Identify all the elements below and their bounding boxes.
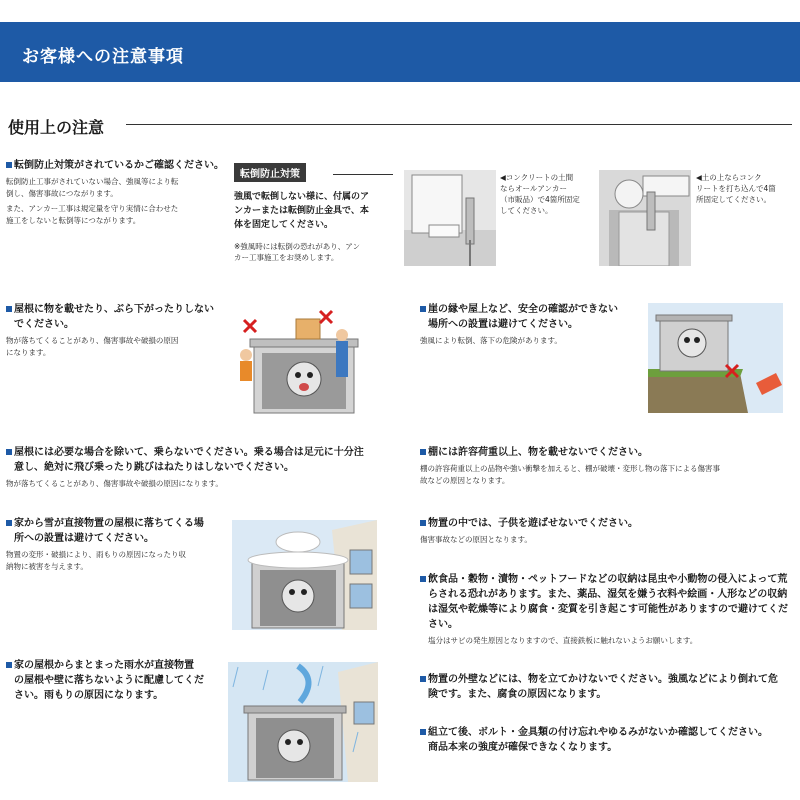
notice-rainwater bbox=[6, 658, 226, 703]
notice-bolt-check bbox=[420, 725, 795, 755]
notice-heading: 物置の外壁などには、物を立てかけないでください。強風などにより倒れて危 険です。また、腐食の原因になります。 bbox=[420, 672, 795, 702]
notice-heading: 棚には許容荷重以上、物を載せないでください。 bbox=[420, 445, 795, 460]
rainwater-illustration bbox=[228, 662, 378, 782]
bullet-square-icon bbox=[420, 676, 426, 682]
concrete-caption: ◀コンクリートの土間 ならオールアンカー （市販品）で4箇所固定 してください。 bbox=[500, 173, 580, 215]
notice-heading: 組立て後、ボルト・金具類の付け忘れやゆるみがないか確認してください。 商品本来の強度が確保できなくなります。 bbox=[420, 725, 795, 755]
bullet-square-icon bbox=[420, 520, 426, 526]
notice-heading: 家から雪が直接物置の屋根に落ちてくる場 所への設置は避けてください。 bbox=[6, 516, 226, 546]
anti-tip-rule bbox=[333, 174, 393, 175]
notice-body: 物が落ちてくることがあり、傷害事故や破損の原因になります。 bbox=[6, 479, 223, 488]
notice-body: 物置の変形・破損により、雨もりの原因になったり収 納物に被害を与えます。 bbox=[6, 550, 186, 571]
anti-tip-main-text: 強風で転倒しない様に、付属のア ンカーまたは転倒防止金具で、本 体を固定してください。 bbox=[234, 192, 370, 230]
notice-heading: 物置の中では、子供を遊ばせないでください。 bbox=[420, 516, 795, 531]
notice-leaning-objects bbox=[420, 672, 795, 702]
bullet-square-icon bbox=[6, 520, 12, 526]
notice-storage-items bbox=[420, 572, 795, 647]
anti-tip-note: ※強風時には転倒の恐れがあり、アン カー工事施工をお奨めします。 bbox=[234, 242, 360, 262]
section-title: 使用上の注意 bbox=[8, 118, 105, 137]
bullet-square-icon bbox=[6, 449, 12, 455]
soil-caption: ◀土の上ならコンク リートを打ち込んで4箇 所固定してください。 bbox=[696, 173, 776, 204]
notice-roof-objects bbox=[6, 302, 226, 359]
notice-heading: 屋根には必要な場合を除いて、乗らないでください。乗る場合は足元に十分注 意し、絶対に飛び乗ったり跳びはねたりはしないでください。 bbox=[6, 445, 401, 475]
notice-body: 傷害事故などの原因となります。 bbox=[420, 535, 532, 544]
bullet-square-icon bbox=[6, 162, 12, 168]
bullet-square-icon bbox=[420, 449, 426, 455]
cliff-edge-illustration bbox=[648, 303, 783, 413]
notice-heading: 屋根に物を載せたり、ぶら下がったりしない でください。 bbox=[6, 302, 226, 332]
notice-cliff-edge bbox=[420, 302, 645, 347]
notice-heading: 飲食品・穀物・漬物・ペットフードなどの収納は昆虫や小動物の侵入によって荒 らされる恐れがあります。また、薬品、湿気を嫌う衣料や絵画・人形などの収納 は湿気や乾燥等により腐食・変質を引き起こす可能性がありますので避けてくだ さい。 bbox=[420, 572, 795, 632]
notice-heading: 崖の縁や屋上など、安全の確認ができない 場所への設置は避けてください。 bbox=[420, 302, 645, 332]
bullet-square-icon bbox=[6, 306, 12, 312]
bullet-square-icon bbox=[6, 662, 12, 668]
notice-anti-tip bbox=[6, 158, 231, 227]
notice-body: 塩分はサビの発生原因となりますので、直接鉄板に触れないようお願いします。 bbox=[428, 636, 698, 645]
bullet-square-icon bbox=[420, 306, 426, 312]
notice-children bbox=[420, 516, 795, 546]
soil-anchor-illustration bbox=[599, 170, 691, 266]
notice-heading: 家の屋根からまとまった雨水が直接物置 の屋根や壁に落ちないように配慮してくだ さい。雨もりの原因になります。 bbox=[6, 658, 226, 703]
section-rule bbox=[126, 124, 792, 125]
page-title: お客様への注意事項 bbox=[22, 47, 184, 67]
notice-body: 強風により転倒、落下の危険があります。 bbox=[420, 336, 562, 345]
notice-body: 物が落ちてくることがあり、傷害事故や破損の原因 になります。 bbox=[6, 336, 179, 357]
anti-tip-label: 転倒防止対策 bbox=[234, 163, 306, 182]
notice-shelf-load bbox=[420, 445, 795, 487]
bullet-square-icon bbox=[420, 729, 426, 735]
notice-body: 棚の許容荷重以上の品物や強い衝撃を加えると、棚が破壊・変形し物の落下による傷害事 故などの原因となります。 bbox=[420, 464, 720, 485]
roof-hanging-illustration bbox=[232, 305, 372, 415]
notice-heading: 転倒防止対策がされているかご確認ください。 bbox=[6, 158, 231, 173]
notice-roof-climbing bbox=[6, 445, 401, 490]
notice-snow-fall bbox=[6, 516, 226, 573]
notice-body: 転倒防止工事がされていない場合、強風等により転 倒し、傷害事故につながります。 また、アンカー工事は規定量を守り実情に合わせた 施工をしないと転倒等につながります。 bbox=[6, 177, 179, 225]
snow-fall-illustration bbox=[232, 520, 377, 630]
concrete-anchor-illustration bbox=[404, 170, 496, 266]
bullet-square-icon bbox=[420, 576, 426, 582]
